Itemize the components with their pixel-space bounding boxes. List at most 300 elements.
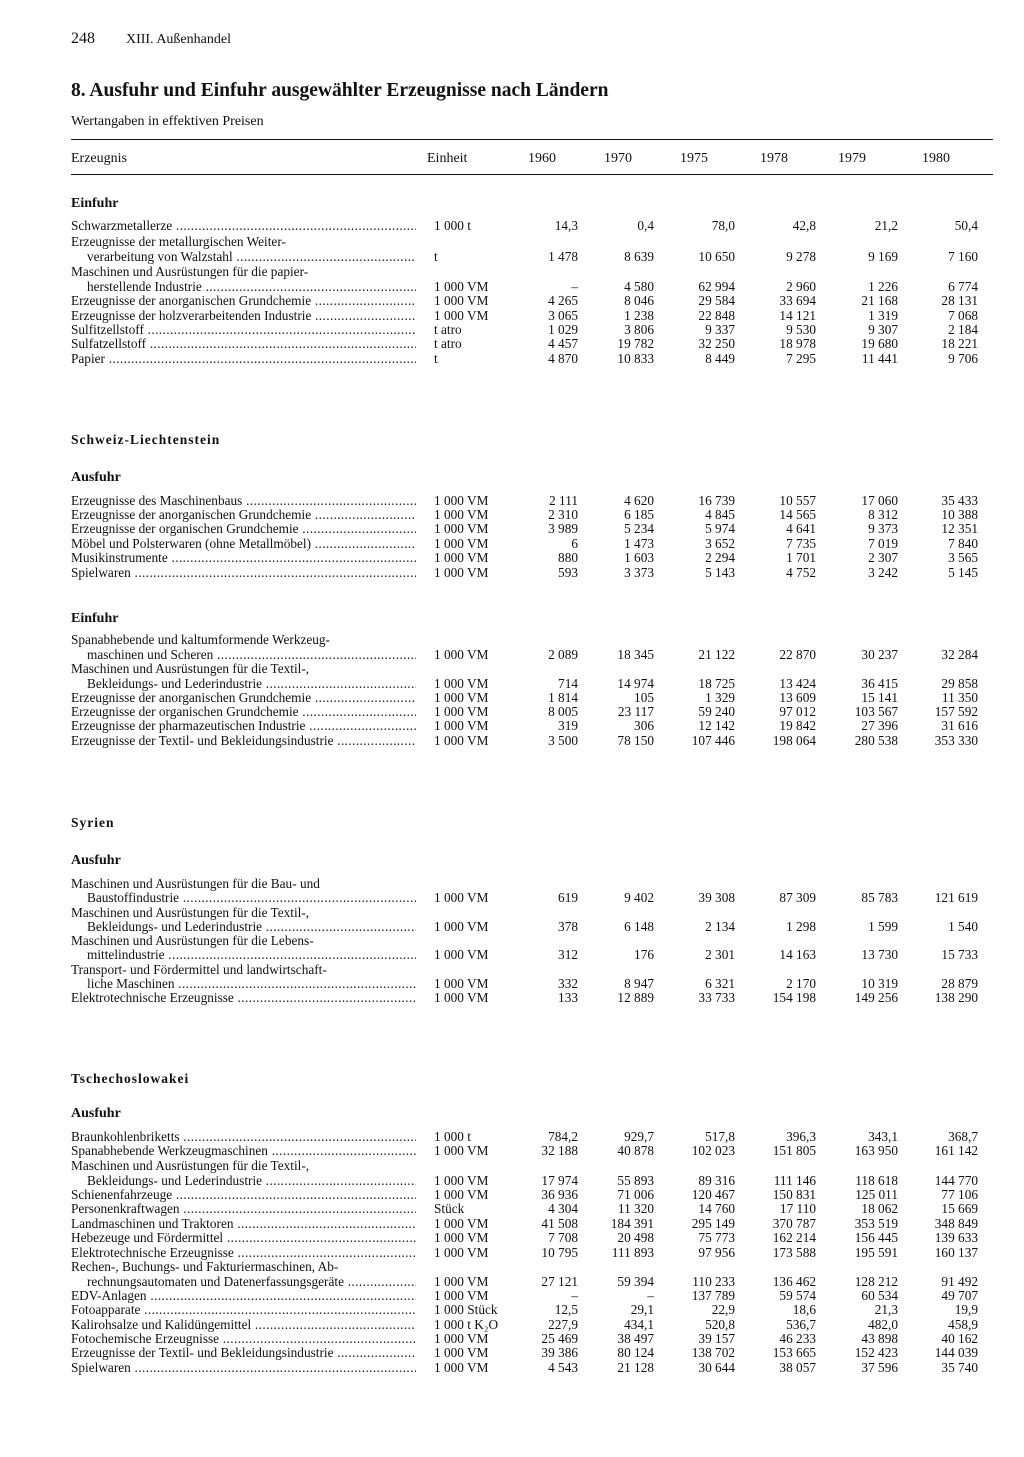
product-label: Spanabhebende und kaltumformende Werkzeug- [71, 632, 330, 647]
table-row-line [0, 1317, 1024, 1332]
value-cell: 10 388 [941, 507, 978, 522]
value-cell: 77 106 [941, 1187, 978, 1202]
value-cell: 55 893 [617, 1173, 654, 1188]
value-cell: 536,7 [786, 1317, 816, 1332]
unit-cell: 1 000 Stück [434, 1302, 498, 1317]
table-row-line [0, 690, 1024, 705]
column-header-einheit: Einheit [427, 151, 468, 166]
value-cell: 49 707 [941, 1288, 978, 1303]
value-cell: 3 373 [624, 565, 654, 580]
value-cell: 139 633 [934, 1230, 978, 1245]
unit-cell: t [434, 351, 438, 366]
value-cell: 120 467 [691, 1187, 735, 1202]
value-cell: 40 162 [941, 1331, 978, 1346]
value-cell: 105 [634, 690, 654, 705]
unit-cell: 1 000 t K₂O [434, 1317, 499, 1332]
value-cell: 295 149 [691, 1216, 735, 1231]
unit-cell: t atro [434, 322, 462, 337]
value-cell: 6 321 [705, 976, 735, 991]
table-row-line [0, 1245, 1024, 1260]
value-cell: 6 774 [948, 279, 978, 294]
product-label: Möbel und Polsterwaren (ohne Metallmöbel) ..... [71, 536, 416, 551]
unit-cell: 1 000 VM [434, 690, 489, 705]
value-cell: 138 290 [934, 990, 978, 1005]
value-cell: 23 117 [617, 704, 654, 719]
country-section-title: Tschechoslowakei [71, 1071, 190, 1086]
value-cell: 173 588 [772, 1245, 816, 1260]
value-cell: 3 652 [705, 536, 735, 551]
value-cell: 18 345 [617, 647, 654, 662]
value-cell: 14 163 [779, 947, 816, 962]
value-cell: 33 733 [698, 990, 735, 1005]
value-cell: 15 669 [941, 1201, 978, 1216]
value-cell: 36 936 [541, 1187, 578, 1202]
value-cell: 176 [634, 947, 654, 962]
table-row-line [0, 632, 1024, 647]
value-cell: 396,3 [786, 1129, 816, 1144]
unit-cell: 1 000 VM [434, 507, 489, 522]
table-row-line [0, 647, 1024, 662]
column-header-year: 1978 [760, 151, 788, 166]
value-cell: 1 298 [786, 919, 816, 934]
table-row-line [0, 565, 1024, 580]
table-row-line [0, 1158, 1024, 1173]
product-label: Transport- und Fördermittel und landwirtschaft- [71, 962, 327, 977]
value-cell: 12 142 [698, 718, 735, 733]
table-row-line [0, 1288, 1024, 1303]
value-cell: 78 150 [617, 733, 654, 748]
table-row-line [0, 976, 1024, 991]
value-cell: 482,0 [868, 1317, 898, 1332]
value-cell: 21 128 [617, 1360, 654, 1375]
table-row-line [0, 1345, 1024, 1360]
group-title: Ausfuhr [71, 1106, 121, 1121]
table-row-line [0, 1201, 1024, 1216]
table-row-line [0, 1302, 1024, 1317]
group-title: Ausfuhr [71, 470, 121, 485]
value-cell: 43 898 [861, 1331, 898, 1346]
table-row-line [0, 1173, 1024, 1188]
value-cell: 3 500 [548, 733, 578, 748]
value-cell: 39 157 [698, 1331, 735, 1346]
value-cell: 107 446 [691, 733, 735, 748]
product-label: herstellende Industrie ..... [87, 279, 416, 294]
value-cell: 13 730 [861, 947, 898, 962]
value-cell: 16 739 [698, 493, 735, 508]
unit-cell: 1 000 VM [434, 1230, 489, 1245]
value-cell: 5 145 [948, 565, 978, 580]
value-cell: 32 188 [541, 1143, 578, 1158]
value-cell: 1 029 [548, 322, 578, 337]
product-label: Bekleidungs- und Lederindustrie ..... [87, 676, 416, 691]
value-cell: 89 316 [698, 1173, 735, 1188]
value-cell: 91 492 [941, 1274, 978, 1289]
value-cell: 714 [558, 676, 578, 691]
value-cell: 29 858 [941, 676, 978, 691]
value-cell: 8 046 [624, 293, 654, 308]
value-cell: – [647, 1288, 654, 1303]
value-cell: 85 783 [861, 890, 898, 905]
value-cell: 50,4 [954, 218, 978, 233]
table-row-line [0, 933, 1024, 948]
unit-cell: 1 000 VM [434, 718, 489, 733]
table-row-line [0, 704, 1024, 719]
table-subtitle: Wertangaben in effektiven Preisen [71, 114, 264, 129]
value-cell: 4 543 [548, 1360, 578, 1375]
value-cell: 133 [558, 990, 578, 1005]
value-cell: 163 950 [854, 1143, 898, 1158]
value-cell: 7 735 [786, 536, 816, 551]
value-cell: 59 574 [779, 1288, 816, 1303]
value-cell: 7 160 [948, 249, 978, 264]
group-title: Einfuhr [71, 196, 119, 211]
product-label: Bekleidungs- und Lederindustrie ..... [87, 919, 416, 934]
product-label: Maschinen und Ausrüstungen für die Textil-, [71, 661, 310, 676]
value-cell: 20 498 [617, 1230, 654, 1245]
value-cell: 8 005 [548, 704, 578, 719]
value-cell: 19,9 [954, 1302, 978, 1317]
table-row-line [0, 718, 1024, 733]
table-row-line [0, 676, 1024, 691]
value-cell: 31 616 [941, 718, 978, 733]
unit-cell: 1 000 VM [434, 493, 489, 508]
unit-cell: 1 000 VM [434, 704, 489, 719]
product-label: Schienenfahrzeuge ..... [71, 1187, 416, 1202]
value-cell: 784,2 [548, 1129, 578, 1144]
page-number: 248 [71, 30, 95, 47]
unit-cell: 1 000 VM [434, 976, 489, 991]
value-cell: 87 309 [779, 890, 816, 905]
country-section-title: Syrien [71, 815, 115, 830]
value-cell: 121 619 [934, 890, 978, 905]
table-row-line [0, 493, 1024, 508]
product-label: Erzeugnisse der Textil- und Bekleidungsindustrie ..... [71, 733, 416, 748]
value-cell: 138 702 [691, 1345, 735, 1360]
value-cell: 9 169 [868, 249, 898, 264]
unit-cell: 1 000 t [434, 1129, 471, 1144]
value-cell: 22 848 [698, 308, 735, 323]
unit-cell: Stück [434, 1201, 465, 1216]
table-row-line [0, 1216, 1024, 1231]
value-cell: 7 068 [948, 308, 978, 323]
table-row-line [0, 536, 1024, 551]
product-label: Schwarzmetallerze ..... [71, 218, 416, 233]
value-cell: 9 530 [786, 322, 816, 337]
value-cell: 6 148 [624, 919, 654, 934]
table-row-line [0, 876, 1024, 891]
value-cell: 144 770 [934, 1173, 978, 1188]
value-cell: 2 089 [548, 647, 578, 662]
value-cell: 19 680 [861, 336, 898, 351]
table-row-line [0, 1129, 1024, 1144]
value-cell: 39 308 [698, 890, 735, 905]
value-cell: 152 423 [854, 1345, 898, 1360]
value-cell: 14,3 [554, 218, 578, 233]
value-cell: 4 620 [624, 493, 654, 508]
value-cell: 102 023 [691, 1143, 735, 1158]
unit-cell: 1 000 VM [434, 1345, 489, 1360]
table-row-line [0, 905, 1024, 920]
value-cell: 880 [558, 550, 578, 565]
value-cell: 22 870 [779, 647, 816, 662]
chapter-header: XIII. Außenhandel [126, 32, 231, 47]
product-label: Erzeugnisse der anorganischen Grundchemie ..... [71, 507, 416, 522]
table-row-line [0, 279, 1024, 294]
unit-cell: 1 000 VM [434, 676, 489, 691]
product-label: Hebezeuge und Fördermittel ..... [71, 1230, 416, 1245]
product-label: Sulfitzellstoff ..... [71, 322, 416, 337]
column-header-erzeugnis: Erzeugnis [71, 151, 127, 166]
product-label: Maschinen und Ausrüstungen für die Textil-, [71, 1158, 310, 1173]
value-cell: 15 733 [941, 947, 978, 962]
value-cell: 3 989 [548, 521, 578, 536]
value-cell: 12,5 [554, 1302, 578, 1317]
value-cell: 520,8 [705, 1317, 735, 1332]
value-cell: 29,1 [630, 1302, 654, 1317]
table-row-line [0, 947, 1024, 962]
product-label: Maschinen und Ausrüstungen für die papier- [71, 264, 309, 279]
value-cell: 156 445 [854, 1230, 898, 1245]
value-cell: 40 878 [617, 1143, 654, 1158]
value-cell: 28 131 [941, 293, 978, 308]
value-cell: 10 833 [617, 351, 654, 366]
table-row-line [0, 1259, 1024, 1274]
value-cell: 6 185 [624, 507, 654, 522]
table-row-line [0, 293, 1024, 308]
value-cell: 35 740 [941, 1360, 978, 1375]
table-row-line [0, 962, 1024, 977]
value-cell: 42,8 [792, 218, 816, 233]
product-label: Erzeugnisse der metallurgischen Weiter- [71, 234, 286, 249]
value-cell: 128 212 [854, 1274, 898, 1289]
value-cell: 306 [634, 718, 654, 733]
table-row-line [0, 890, 1024, 905]
product-label: Erzeugnisse der Textil- und Bekleidungsindustrie ..... [71, 1345, 416, 1360]
unit-cell: 1 000 VM [434, 308, 489, 323]
value-cell: 3 065 [548, 308, 578, 323]
product-label: Kalirohsalze und Kalidüngemittel ..... [71, 1317, 416, 1332]
product-label: liche Maschinen ..... [87, 976, 416, 991]
value-cell: 41 508 [541, 1216, 578, 1231]
value-cell: 27 396 [861, 718, 898, 733]
table-header-rule [71, 174, 993, 175]
value-cell: 17 974 [541, 1173, 578, 1188]
value-cell: 227,9 [548, 1317, 578, 1332]
value-cell: 10 650 [698, 249, 735, 264]
value-cell: 4 580 [624, 279, 654, 294]
value-cell: 18 221 [941, 336, 978, 351]
value-cell: 517,8 [705, 1129, 735, 1144]
product-label: Fotochemische Erzeugnisse ..... [71, 1331, 416, 1346]
value-cell: 11 441 [861, 351, 898, 366]
value-cell: 9 337 [705, 322, 735, 337]
value-cell: 150 831 [772, 1187, 816, 1202]
value-cell: 348 849 [934, 1216, 978, 1231]
value-cell: 1 319 [868, 308, 898, 323]
unit-cell: 1 000 VM [434, 1288, 489, 1303]
group-title: Einfuhr [71, 611, 119, 626]
table-row-line [0, 521, 1024, 536]
value-cell: 1 478 [548, 249, 578, 264]
value-cell: 153 665 [772, 1345, 816, 1360]
value-cell: 7 840 [948, 536, 978, 551]
value-cell: 4 265 [548, 293, 578, 308]
unit-cell: 1 000 t [434, 218, 471, 233]
value-cell: 162 214 [772, 1230, 816, 1245]
value-cell: 22,9 [711, 1302, 735, 1317]
value-cell: 46 233 [779, 1331, 816, 1346]
table-row-line [0, 550, 1024, 565]
value-cell: 14 565 [779, 507, 816, 522]
value-cell: 62 994 [698, 279, 735, 294]
value-cell: 1 329 [705, 690, 735, 705]
table-row-line [0, 234, 1024, 249]
value-cell: 2 294 [705, 550, 735, 565]
value-cell: 103 567 [854, 704, 898, 719]
value-cell: 28 879 [941, 976, 978, 991]
group-title: Ausfuhr [71, 853, 121, 868]
value-cell: 136 462 [772, 1274, 816, 1289]
value-cell: 25 469 [541, 1331, 578, 1346]
table-row-line [0, 308, 1024, 323]
unit-cell: 1 000 VM [434, 990, 489, 1005]
product-label: Elektrotechnische Erzeugnisse ..... [71, 990, 416, 1005]
unit-cell: 1 000 VM [434, 536, 489, 551]
value-cell: 1 473 [624, 536, 654, 551]
value-cell: 39 386 [541, 1345, 578, 1360]
value-cell: 144 039 [934, 1345, 978, 1360]
value-cell: 9 706 [948, 351, 978, 366]
value-cell: 2 134 [705, 919, 735, 934]
value-cell: 18 725 [698, 676, 735, 691]
unit-cell: 1 000 VM [434, 1274, 489, 1289]
value-cell: 8 449 [705, 351, 735, 366]
value-cell: 9 373 [868, 521, 898, 536]
value-cell: 19 842 [779, 718, 816, 733]
value-cell: 4 641 [786, 521, 816, 536]
value-cell: 1 701 [786, 550, 816, 565]
table-row-line [0, 1187, 1024, 1202]
product-label: verarbeitung von Walzstahl ..... [87, 249, 416, 264]
value-cell: 161 142 [934, 1143, 978, 1158]
value-cell: 19 782 [617, 336, 654, 351]
value-cell: 59 394 [617, 1274, 654, 1289]
column-header-year: 1970 [604, 151, 632, 166]
value-cell: 32 284 [941, 647, 978, 662]
value-cell: 9 307 [868, 322, 898, 337]
value-cell: 353 330 [934, 733, 978, 748]
table-row-line [0, 351, 1024, 366]
table-row-line [0, 1143, 1024, 1158]
value-cell: 10 795 [541, 1245, 578, 1260]
product-label: Maschinen und Ausrüstungen für die Bau- und [71, 876, 320, 891]
value-cell: 14 121 [779, 308, 816, 323]
value-cell: 110 233 [692, 1274, 735, 1289]
value-cell: 6 [571, 536, 578, 551]
value-cell: 38 497 [617, 1331, 654, 1346]
value-cell: 3 565 [948, 550, 978, 565]
value-cell: 195 591 [854, 1245, 898, 1260]
table-row-line [0, 507, 1024, 522]
value-cell: 5 234 [624, 521, 654, 536]
value-cell: 75 773 [698, 1230, 735, 1245]
value-cell: 2 301 [705, 947, 735, 962]
table-title: 8. Ausfuhr und Einfuhr ausgewählter Erzeugnisse nach Ländern [71, 80, 609, 101]
product-label: Spielwaren ..... [71, 565, 416, 580]
column-header-year: 1980 [922, 151, 950, 166]
value-cell: 160 137 [934, 1245, 978, 1260]
unit-cell: t [434, 249, 438, 264]
value-cell: 3 242 [868, 565, 898, 580]
table-row-line [0, 1331, 1024, 1346]
value-cell: 21,2 [874, 218, 898, 233]
value-cell: 3 806 [624, 322, 654, 337]
value-cell: 332 [558, 976, 578, 991]
value-cell: 11 320 [617, 1201, 654, 1216]
product-label: Papier ..... [71, 351, 416, 366]
product-label: Maschinen und Ausrüstungen für die Lebens- [71, 933, 314, 948]
value-cell: 33 694 [779, 293, 816, 308]
value-cell: 35 433 [941, 493, 978, 508]
value-cell: 10 557 [779, 493, 816, 508]
value-cell: 1 540 [948, 919, 978, 934]
product-label: Spanabhebende Werkzeugmaschinen ..... [71, 1143, 416, 1158]
unit-cell: 1 000 VM [434, 890, 489, 905]
value-cell: 80 124 [617, 1345, 654, 1360]
product-label: Elektrotechnische Erzeugnisse ..... [71, 1245, 416, 1260]
product-label: Erzeugnisse der organischen Grundchemie ..... [71, 521, 416, 536]
value-cell: 2 310 [548, 507, 578, 522]
value-cell: 149 256 [854, 990, 898, 1005]
unit-cell: 1 000 VM [434, 733, 489, 748]
product-label: Erzeugnisse der organischen Grundchemie ..... [71, 704, 416, 719]
table-top-rule [71, 139, 993, 140]
unit-cell: 1 000 VM [434, 919, 489, 934]
table-row-line [0, 322, 1024, 337]
unit-cell: 1 000 VM [434, 279, 489, 294]
unit-cell: 1 000 VM [434, 550, 489, 565]
unit-cell: 1 000 VM [434, 1173, 489, 1188]
value-cell: 21 168 [861, 293, 898, 308]
table-row-line [0, 336, 1024, 351]
value-cell: 14 974 [617, 676, 654, 691]
value-cell: 4 304 [548, 1201, 578, 1216]
product-label: maschinen und Scheren ..... [87, 647, 416, 662]
unit-cell: 1 000 VM [434, 647, 489, 662]
unit-cell: 1 000 VM [434, 1360, 489, 1375]
table-row-line [0, 733, 1024, 748]
value-cell: 37 596 [861, 1360, 898, 1375]
value-cell: 7 019 [868, 536, 898, 551]
value-cell: 11 350 [941, 690, 978, 705]
value-cell: 111 893 [611, 1245, 654, 1260]
value-cell: 4 870 [548, 351, 578, 366]
unit-cell: t atro [434, 336, 462, 351]
table-row-line [0, 264, 1024, 279]
value-cell: 97 956 [698, 1245, 735, 1260]
value-cell: 280 538 [854, 733, 898, 748]
value-cell: 12 889 [617, 990, 654, 1005]
product-label: Maschinen und Ausrüstungen für die Textil-, [71, 905, 310, 920]
value-cell: 2 307 [868, 550, 898, 565]
unit-cell: 1 000 VM [434, 1216, 489, 1231]
unit-cell: 1 000 VM [434, 947, 489, 962]
product-label: Rechen-, Buchungs- und Fakturiermaschinen, Ab- [71, 1259, 339, 1274]
value-cell: 619 [558, 890, 578, 905]
value-cell: – [571, 279, 578, 294]
value-cell: 154 198 [772, 990, 816, 1005]
value-cell: 157 592 [934, 704, 978, 719]
